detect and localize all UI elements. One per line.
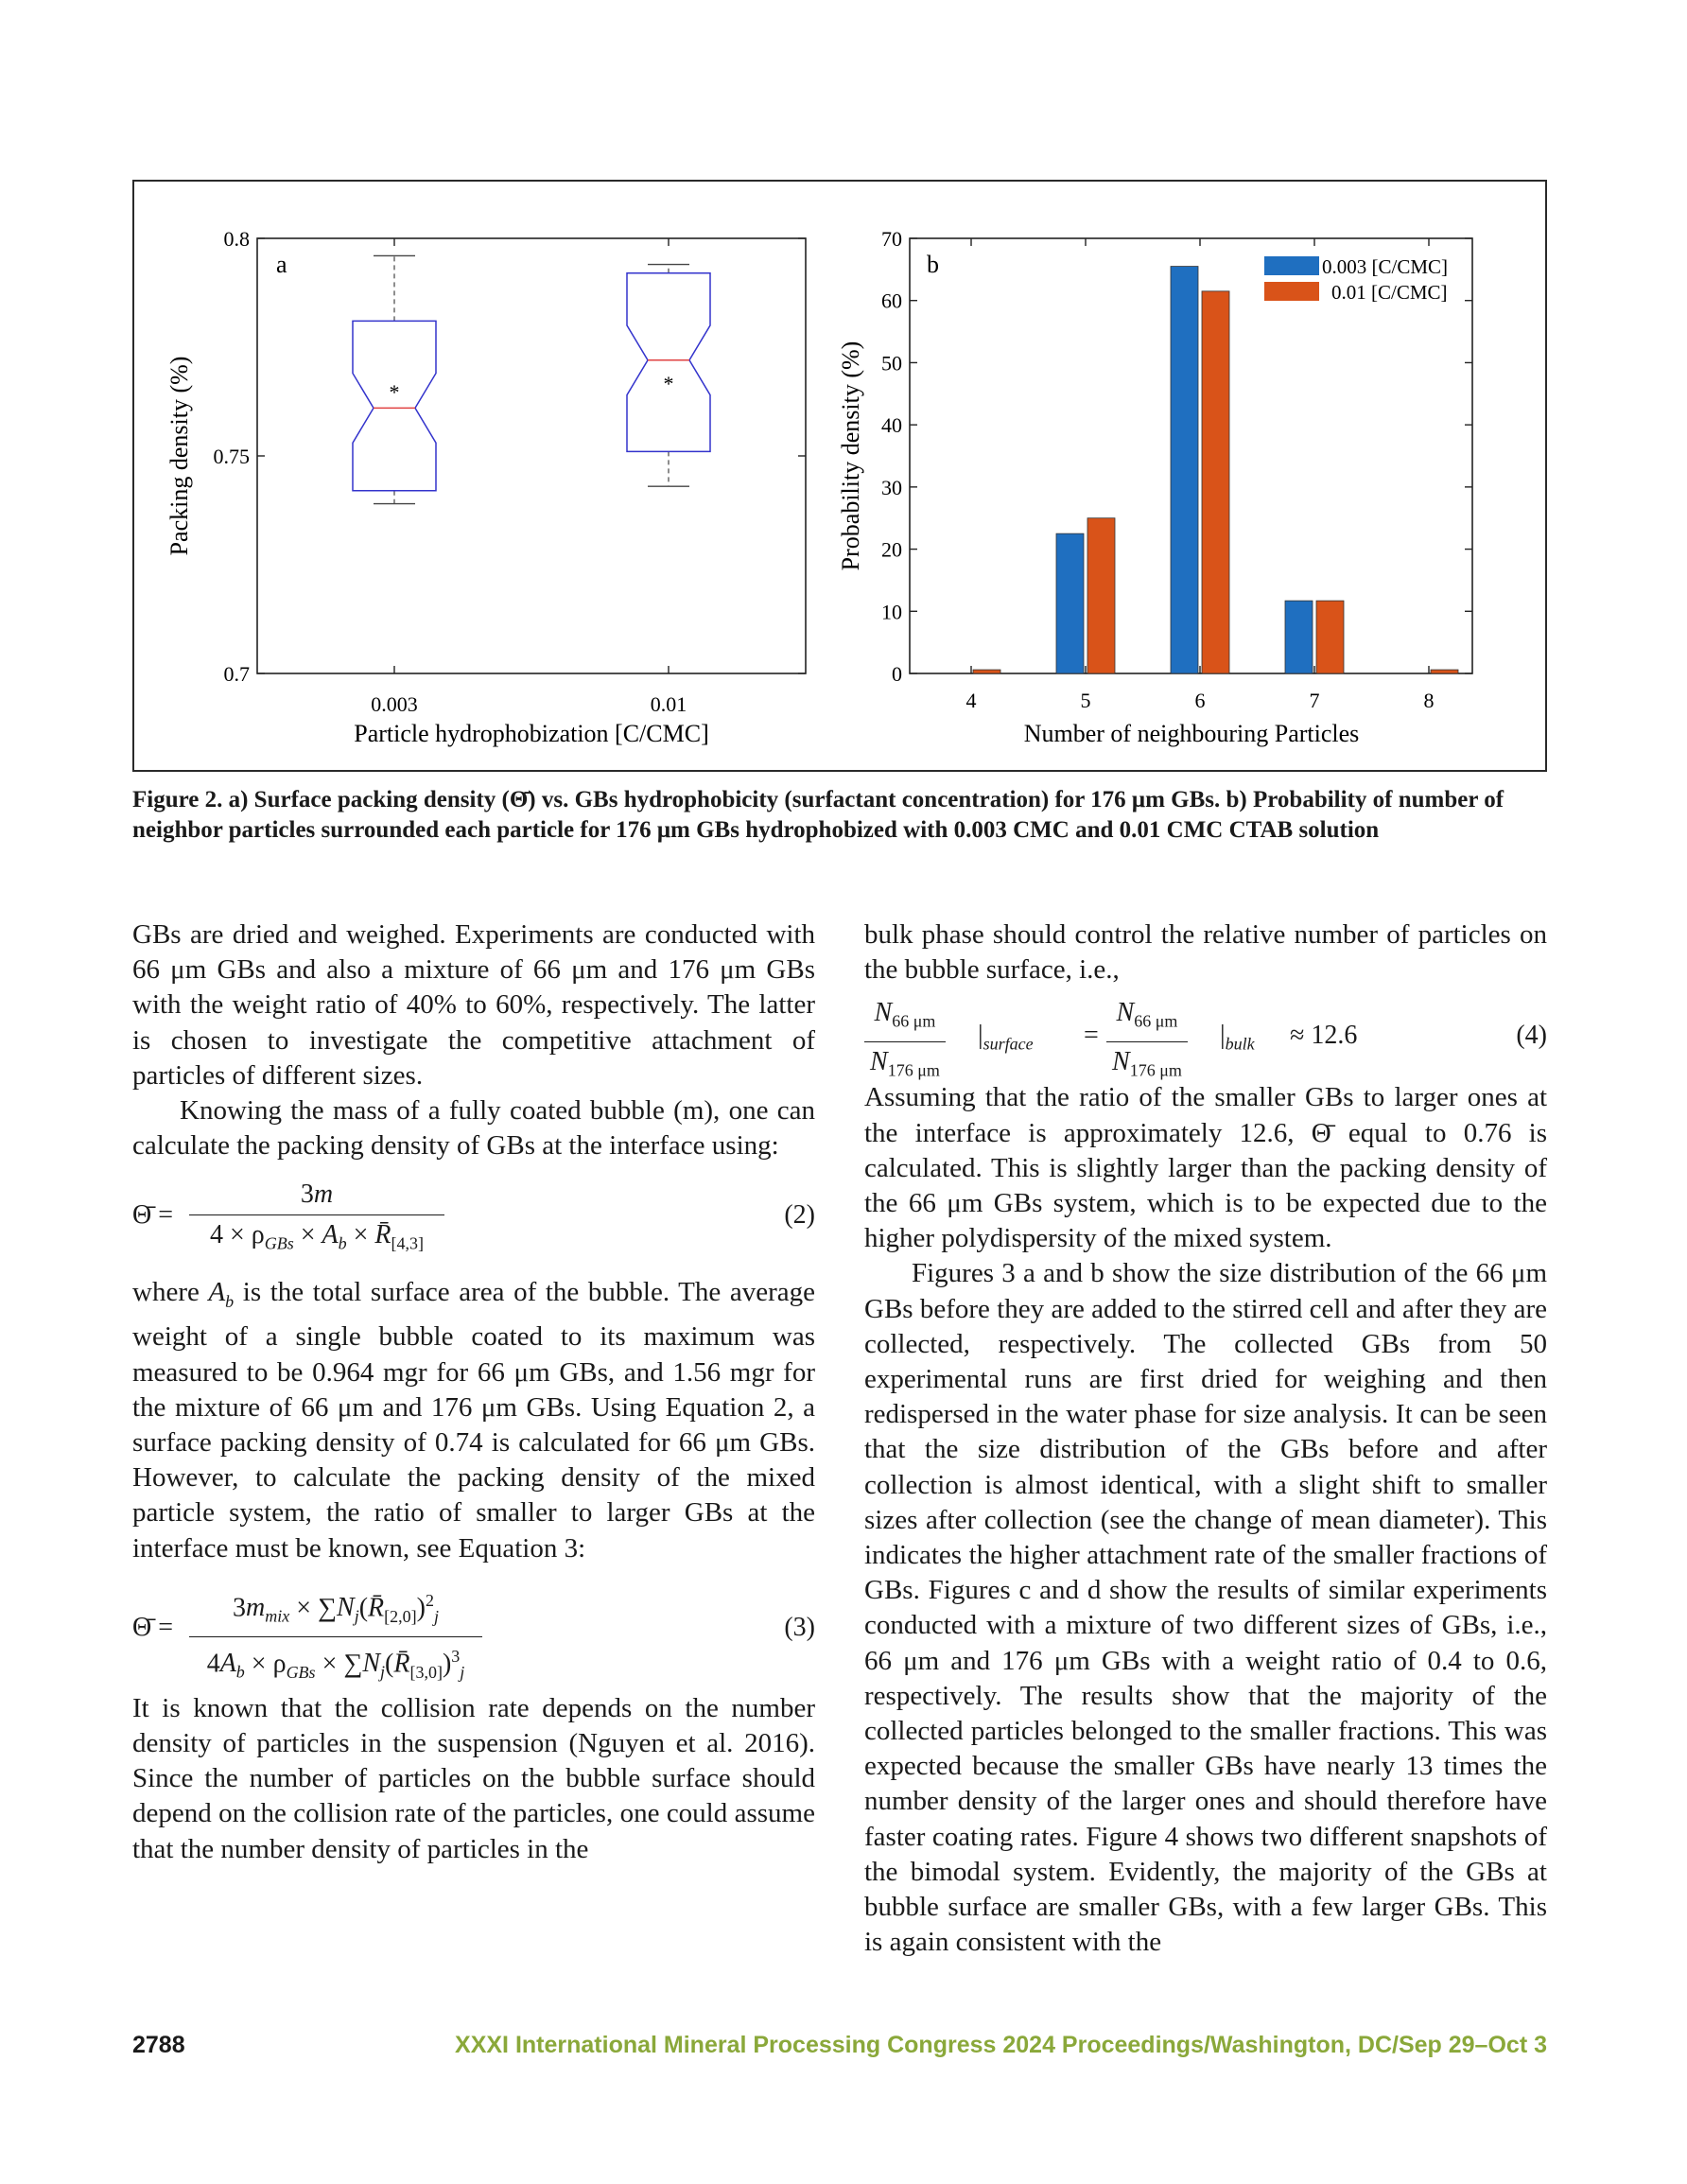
panel-a-box-plot — [165, 227, 806, 747]
right-paragraph-1: bulk phase should control the relative number of particles on the bubble surface, i.e., — [864, 919, 1547, 986]
bar-0003-7 — [1285, 601, 1313, 673]
panel-b-xtick-label: 7 — [1309, 689, 1320, 712]
right-column — [864, 917, 1547, 1960]
panel-a-ytick-label: 0.75 — [213, 445, 250, 468]
panel-b-ytick-label: 60 — [881, 288, 902, 313]
panel-a-box-0.01 — [627, 265, 710, 487]
legend-swatch-0003 — [1264, 256, 1319, 275]
panel-b-ytick-label: 20 — [881, 537, 902, 562]
equation-4-surface-bar: $|_{surface}$ — [978, 1021, 1034, 1054]
page-number: 2788 — [132, 2032, 185, 2058]
mean-marker: * — [663, 371, 674, 395]
panel-a-ytick-label: 0.8 — [223, 227, 250, 251]
equation-4-fraction-surface: $\frac{N_{66 \mu m}}{N_{176 \mu m}}$ — [864, 995, 946, 1089]
bar-001-5 — [1087, 518, 1115, 673]
figure-caption: Figure 2. a) Surface packing density (Θ̄) vs. GBs hydrophobicity (surfactant concentration) for 176 μm GBs. b) Probability of number of neighbor particles surrounded each particle for 176 μm GBs hydrophobized with 0.003 CMC and 0.01 CMC CTAB solution — [132, 787, 1504, 843]
panel-a-ylabel: Packing density (%) — [165, 356, 193, 556]
equation-2-fraction: 3m $4 \times \rho_{GBs} \times A_b$ × $R̄_{[4,3]}$ — [189, 1177, 444, 1261]
panel-b-xlabel: Number of neighbouring Particles — [1023, 720, 1360, 747]
panel-b-ylabel: Probability density (%) — [837, 341, 864, 571]
left-paragraph-3-rest: is the total surface area of the bubble. The average weight of a single bubble coated to its maximum was measured to be 0.964 mgr for 66 μm GBs, and 1.56 mgr for the mixture of 66 μm and 176 μm GBs. Using Equation 2, a surface packing density of 0.74 is calculated for 66 μm GBs. However, to calculate the packing density of the mixed particle system, the ratio of smaller to larger GBs at the interface must be known, see Equation 3: — [132, 1277, 815, 1564]
panel-b-ytick-label: 10 — [881, 600, 902, 624]
right-paragraph-2-rest: equal to 0.76 is calculated. This is slightly larger than the packing density of the 66 μm GBs system, which is to be expected due to the higher polydispersity of the mixed system. — [864, 1117, 1548, 1254]
panel-b-letter: b — [927, 251, 939, 278]
notched-box — [627, 273, 710, 452]
equation-2-lhs: Θ̄ = — [132, 1200, 174, 1231]
right-paragraph-2-start: Assuming that the ratio of the smaller GBs to larger ones at the interface is approximately 12.6, — [864, 1082, 1547, 1148]
panel-b-bar-chart — [837, 227, 1472, 747]
left-paragraph-4: It is known that the collision rate depends on the number density of particles in the suspension (Nguyen et al. 2016). Since the number of particles on the bubble surface should depend on the collision rate of the particles, one could assume that the number density of particles in the — [132, 1692, 815, 1864]
panel-a-ytick-label: 0.7 — [223, 662, 250, 686]
panel-b-ytick-label: 50 — [881, 351, 902, 376]
left-column — [132, 917, 815, 1867]
figure-2 — [132, 180, 1547, 772]
panel-b-ytick-label: 70 — [881, 227, 902, 251]
equation-3-fraction: $3m_{mix}$ × $\sum N_j(R̄_{[2,0]})^2_j$ $4A_b \times \rho_{GBs}$ × $\sum N_j(R̄_{[3,0]})^3_j$ — [189, 1583, 482, 1690]
panel-b-ytick-label: 30 — [881, 475, 902, 499]
notched-box — [353, 321, 436, 490]
bar-001-7 — [1316, 601, 1344, 673]
equation-2 — [132, 1177, 815, 1258]
panel-b-xtick-label: 6 — [1194, 689, 1206, 712]
panel-b-legend — [1264, 255, 1448, 304]
equation-3-lhs: Θ̄ = — [132, 1612, 174, 1642]
bar-001-8 — [1431, 670, 1458, 673]
equation-3-number: (3) — [784, 1612, 815, 1642]
left-paragraph-3: where $A_b$ is the total surface area of the bubble. The average weight of a single bubble coated to its maximum was measured to be 0.964 mgr for 66 μm GBs, and 1.56 mgr for the mixture of 66 μm and 176 μm GBs. Using Equation 2, a surface packing density of 0.74 is calculated for 66 μm GBs. However, to calculate the packing density of the mixed particle system, the ratio of smaller to larger GBs at the interface must be known, see Equation 3: — [132, 1277, 815, 1564]
left-paragraph-2: Knowing the mass of a fully coated bubble (m), one can calculate the packing density of GBs at the interface using: — [132, 1095, 815, 1162]
bar-001-4 — [973, 670, 1000, 673]
equation-3 — [132, 1583, 815, 1682]
left-paragraph-3-start: where — [132, 1277, 209, 1308]
left-paragraph-1: GBs are dried and weighed. Experiments are conducted with 66 μm GBs and also a mixture of 66 μm and 176 μm GBs with the weight ratio of 40% to 60%, respectively. The latter is chosen to investigate the competitive attachment of particles of different sizes. — [132, 919, 815, 1091]
panel-a-letter: a — [276, 251, 287, 278]
equation-4-bulk-bar: $|_{bulk}$ — [1220, 1021, 1255, 1054]
panel-a-axes — [257, 238, 806, 673]
panel-a-xtick-label: 0.003 — [371, 692, 418, 716]
conference-name: XXXI International Mineral Processing Congress 2024 Proceedings/Washington, DC/Sep 29–Oct 3 — [455, 2032, 1547, 2058]
right-paragraph-3: Figures 3 a and b show the size distribution of the 66 μm GBs before they are added to the stirred cell and after they are collected, respectively. The collected GBs from 50 experimental runs are first dried for weighing and then redispersed in the water phase for size analysis. It can be seen that the size distribution of the GBs before and after collection is almost identical, with a slight shift to smaller sizes after collection (see the change of mean diameter). This indicates the higher attachment rate of the smaller fractions of GBs. Figures c and d show the results of similar experiments conducted with a mixture of two different sizes of GBs, i.e., 66 μm and 176 μm GBs with a weight ratio of 0.4 to 0.6, respectively. The results show that the majority of the collected particles belonged to the smaller fractions. This was expected because the smaller GBs have nearly 13 times the number density of the larger ones and should therefore have faster coating rates. Figure 4 shows two different snapshots of the bimodal system. Evidently, the majority of the GBs at bubble surface are smaller GBs, with a few larger GBs. This is again consistent with the — [864, 1258, 1547, 1958]
equation-4-value: ≈ 12.6 — [1290, 1021, 1358, 1051]
equation-4 — [864, 995, 1547, 1080]
figure-svg — [134, 182, 1549, 774]
equation-4-number: (4) — [1516, 1021, 1547, 1051]
legend-swatch-001 — [1264, 282, 1319, 301]
right-paragraph-2: Assuming that the ratio of the smaller GBs to larger ones at the interface is approximately 12.6, Θ̄ equal to 0.76 is calculated. This is slightly larger than the packing density of the 66 μm GBs system, which is to be expected due to the higher polydispersity of the mixed system. — [864, 1082, 1548, 1254]
mean-marker: * — [389, 380, 400, 404]
panel-b-xtick-label: 5 — [1080, 689, 1091, 712]
panel-b-ytick-label: 0 — [892, 662, 902, 686]
bar-001-6 — [1202, 291, 1229, 673]
equation-4-equals: = — [1084, 1021, 1099, 1051]
panel-a-xlabel: Particle hydrophobization [C/CMC] — [354, 720, 709, 747]
equation-4-fraction-bulk: $\frac{N_{66 \mu m}}{N_{176 \mu m}}$ — [1106, 995, 1188, 1089]
panel-a-xtick-label: 0.01 — [650, 692, 687, 716]
equation-2-number: (2) — [784, 1200, 815, 1231]
legend-label-0003: 0.003 [C/CMC] — [1322, 255, 1449, 278]
panel-b-ytick-label: 40 — [881, 413, 902, 438]
legend-label-001: 0.01 [C/CMC] — [1331, 281, 1448, 304]
bar-0003-6 — [1171, 267, 1198, 673]
panel-b-xtick-label: 8 — [1423, 689, 1435, 712]
panel-a-box-0.003 — [353, 255, 436, 503]
bar-0003-5 — [1056, 533, 1084, 673]
panel-b-xtick-label: 4 — [965, 689, 977, 712]
